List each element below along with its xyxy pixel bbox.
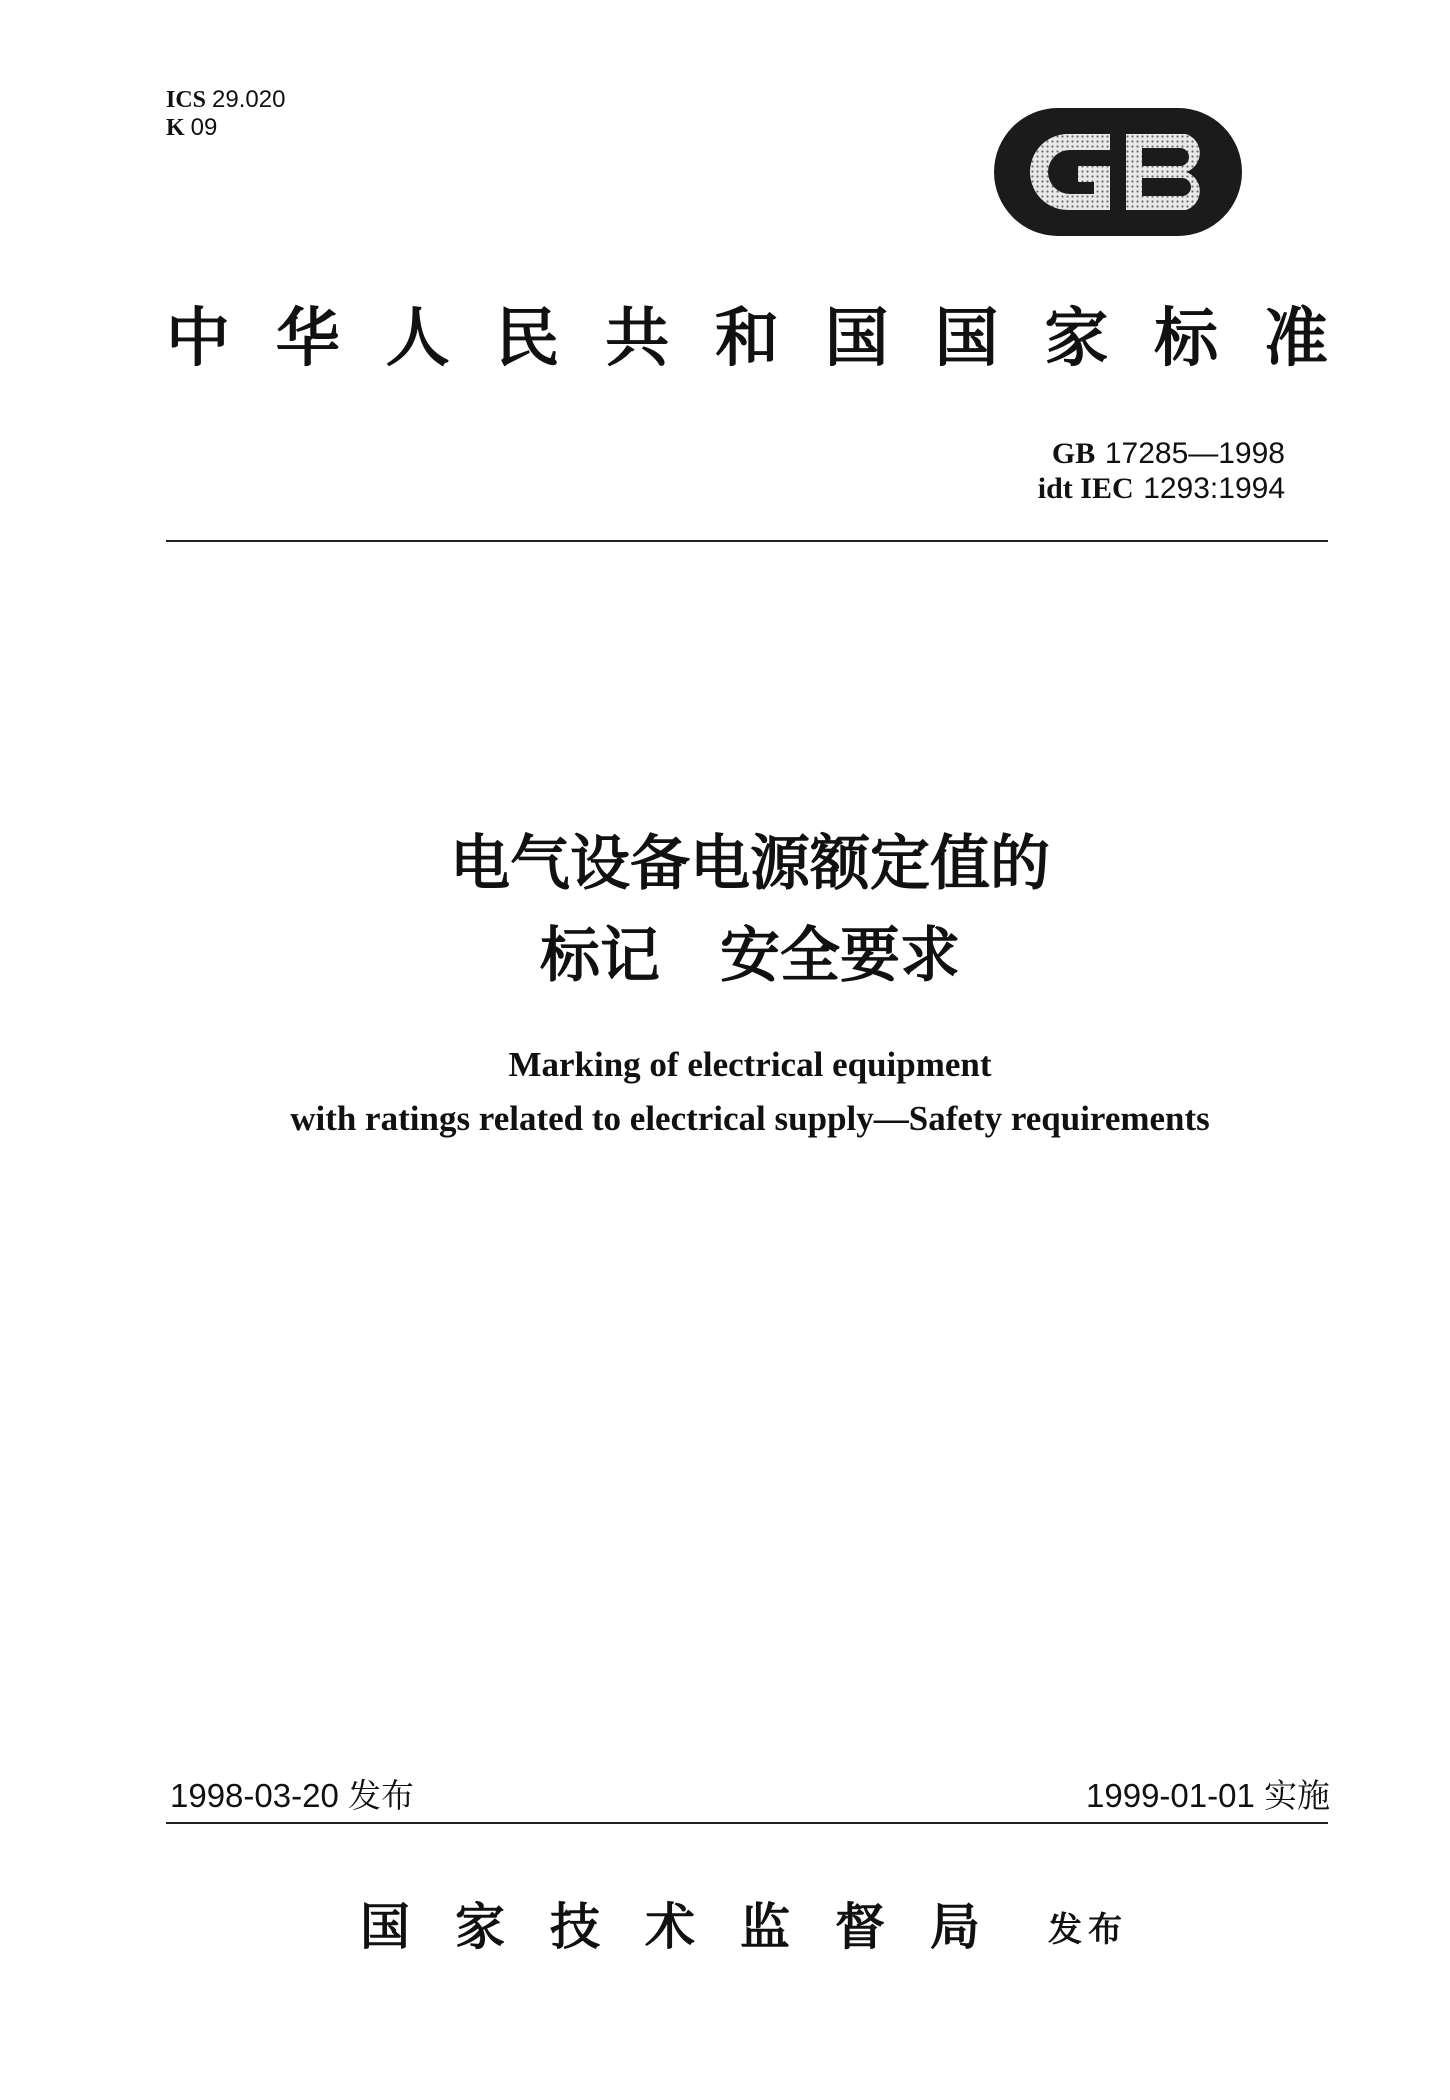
authority-char: 监	[740, 1897, 790, 1956]
authority-char: 技	[550, 1897, 600, 1956]
authority-char: 督	[835, 1897, 885, 1956]
implementation-date: 1999-01-01 实施	[1086, 1777, 1330, 1814]
k-prefix: K	[166, 115, 185, 141]
heading-char: 中	[166, 301, 230, 376]
authority-char: 家	[455, 1897, 505, 1956]
k-code	[166, 114, 285, 142]
chinese-title-line2: 标记 安全要求	[540, 921, 960, 991]
authority-suffix: 发布	[1048, 1910, 1128, 1950]
issue-date: 1998-03-20 发布	[170, 1777, 414, 1814]
logo-text: GB	[1118, 236, 1120, 237]
gb-value: 17285—1998	[1104, 437, 1285, 470]
heading-char: 共	[605, 301, 670, 376]
ics-value: 29.020	[212, 86, 286, 113]
chinese-title	[0, 818, 1450, 1002]
gb-logo	[990, 104, 1246, 240]
english-title-line1: Marking of electrical equipment	[508, 1045, 992, 1084]
idt-prefix: idt IEC	[1037, 472, 1134, 505]
english-title	[0, 1038, 1450, 1146]
chinese-title-line1: 电气设备电源额定值的	[450, 829, 1050, 899]
ics-code	[166, 86, 285, 114]
heading-char: 国	[934, 301, 999, 376]
top-divider	[166, 540, 1328, 542]
heading-char: 国	[824, 301, 889, 376]
english-title-line2: with ratings related to electrical supply—Safety requirements	[290, 1099, 1210, 1138]
heading-char: 民	[495, 301, 560, 376]
k-value: 09	[190, 114, 218, 141]
gb-number	[985, 436, 1285, 471]
idt-value: 1293:1994	[1143, 472, 1285, 505]
heading-char: 家	[1044, 301, 1109, 376]
gb-logo-graphic	[990, 104, 1246, 240]
heading-char: 标	[1154, 301, 1219, 376]
authority-char: 术	[645, 1897, 695, 1956]
idt-number	[985, 471, 1285, 506]
classification-codes	[166, 86, 285, 142]
authority-char: 国	[360, 1897, 410, 1956]
ics-prefix: ICS	[166, 87, 207, 113]
gb-prefix: GB	[1051, 437, 1096, 470]
heading-char: 华	[275, 301, 340, 376]
authority-char: 局	[930, 1897, 980, 1956]
issuing-authority	[360, 1893, 980, 1961]
standard-number-block	[985, 436, 1285, 506]
bottom-divider	[166, 1822, 1328, 1824]
national-standard-heading	[166, 296, 1328, 382]
heading-char: 人	[385, 301, 450, 376]
heading-char: 和	[714, 301, 779, 376]
heading-char: 准	[1263, 301, 1328, 376]
